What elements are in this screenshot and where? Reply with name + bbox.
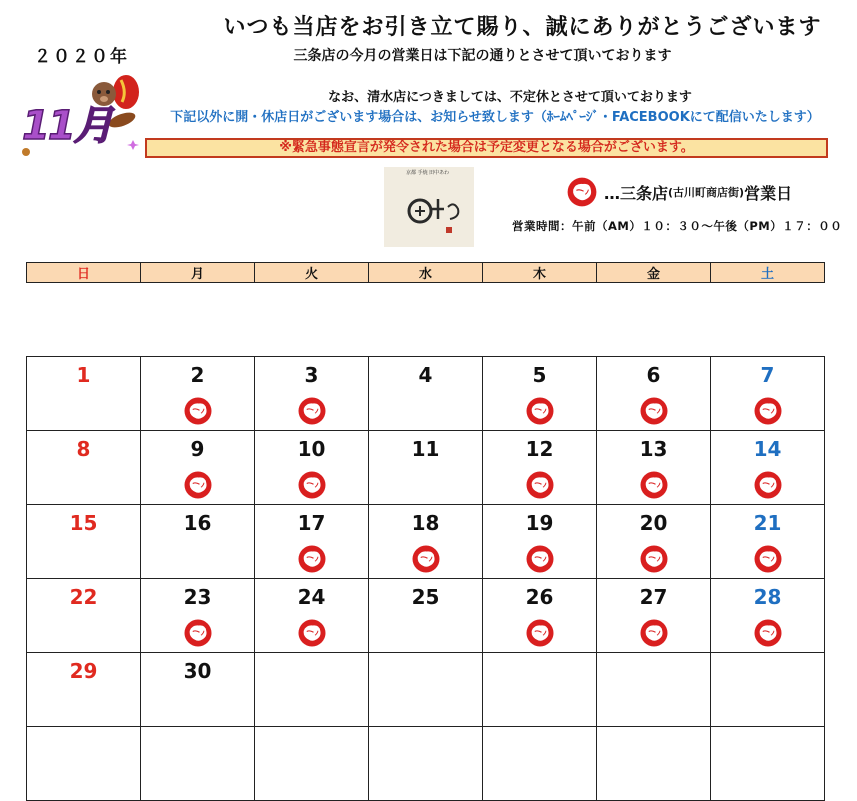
open-day-stamp-icon xyxy=(297,618,327,648)
day-number: 15 xyxy=(69,511,98,535)
open-day-stamp-icon xyxy=(297,396,327,426)
day-number xyxy=(483,732,596,758)
calendar-day-cell xyxy=(597,727,711,801)
day-number: 24 xyxy=(297,585,326,609)
day-number: 12 xyxy=(525,437,554,461)
day-number: 2 xyxy=(190,363,205,387)
open-day-stamp-icon xyxy=(297,470,327,500)
day-number: 23 xyxy=(183,585,212,609)
calendar-day-cell xyxy=(369,727,483,801)
calendar-day-cell xyxy=(597,357,711,431)
weekday-wed: 水 xyxy=(369,263,483,283)
calendar-table xyxy=(26,262,825,801)
weekday-mon: 月 xyxy=(141,263,255,283)
calendar-day-cell xyxy=(711,579,825,653)
calendar-day-cell xyxy=(711,653,825,727)
calendar-day-cell xyxy=(27,431,141,505)
day-number xyxy=(27,732,140,758)
calendar-day-cell xyxy=(711,357,825,431)
day-number: 5 xyxy=(532,363,547,387)
open-day-stamp-icon xyxy=(753,544,783,574)
open-day-stamp-icon xyxy=(525,396,555,426)
calendar-day-cell xyxy=(141,727,255,801)
day-number xyxy=(597,732,710,758)
calendar-day-cell xyxy=(141,505,255,579)
day-number: 30 xyxy=(183,659,212,683)
shop-logo-icon xyxy=(384,167,474,247)
open-day-stamp-icon xyxy=(753,618,783,648)
calendar-day-cell xyxy=(483,357,597,431)
legend-location: (古川町商店街) xyxy=(668,186,745,199)
calendar-day-cell xyxy=(141,431,255,505)
open-day-stamp-icon xyxy=(183,618,213,648)
day-number: 7 xyxy=(760,363,775,387)
weekday-sun: 日 xyxy=(27,263,141,283)
weekday-thu: 木 xyxy=(483,263,597,283)
calendar-day-cell xyxy=(483,505,597,579)
header-gap xyxy=(27,283,825,357)
calendar-day-cell xyxy=(369,653,483,727)
day-number: 13 xyxy=(639,437,668,461)
day-number xyxy=(597,658,710,684)
open-day-stamp-icon xyxy=(753,470,783,500)
calendar-week-row xyxy=(27,579,825,653)
weekday-fri: 金 xyxy=(597,263,711,283)
open-day-stamp-icon xyxy=(525,470,555,500)
day-number: 8 xyxy=(76,437,91,461)
day-number: 18 xyxy=(411,511,440,535)
day-number: 19 xyxy=(525,511,554,535)
calendar-day-cell xyxy=(27,357,141,431)
weekday-tue: 火 xyxy=(255,263,369,283)
calendar-day-cell xyxy=(141,357,255,431)
open-day-stamp-icon xyxy=(411,544,441,574)
open-day-stamp-icon xyxy=(297,544,327,574)
day-number: 29 xyxy=(69,659,98,683)
calendar-day-cell xyxy=(711,727,825,801)
day-number xyxy=(255,732,368,758)
weekday-sat: 土 xyxy=(711,263,825,283)
day-number: 26 xyxy=(525,585,554,609)
emergency-warning: ※緊急事態宣言が発令された場合は予定変更となる場合がございます。 xyxy=(145,138,828,158)
calendar-day-cell xyxy=(255,431,369,505)
calendar-day-cell xyxy=(255,727,369,801)
shimizu-note: なお、清水店につきましては、不定休とさせて頂いております xyxy=(328,90,692,105)
calendar-day-cell xyxy=(141,653,255,727)
legend xyxy=(566,176,792,208)
day-number: 1 xyxy=(76,363,91,387)
calendar-day-cell xyxy=(369,431,483,505)
page-title: いつも当店をお引き立て賜り、誠にありがとうございます xyxy=(223,15,822,40)
calendar-day-cell xyxy=(483,431,597,505)
calendar-body xyxy=(27,357,825,801)
calendar-week-row xyxy=(27,357,825,431)
calendar-day-cell xyxy=(369,505,483,579)
calendar-day-cell xyxy=(255,653,369,727)
calendar-day-cell xyxy=(27,505,141,579)
open-day-stamp-icon xyxy=(525,618,555,648)
day-number: 22 xyxy=(69,585,98,609)
day-number: 17 xyxy=(297,511,326,535)
shop-logo-text: 京都 手焼 田中あわ xyxy=(406,170,450,176)
calendar-day-cell xyxy=(597,505,711,579)
day-number: 11 xyxy=(411,437,440,461)
open-day-stamp-icon xyxy=(566,176,598,208)
day-number: 4 xyxy=(418,363,433,387)
legend-label: …三条店 xyxy=(604,183,669,203)
day-number: 27 xyxy=(639,585,668,609)
calendar-day-cell xyxy=(27,579,141,653)
page-subtitle: 三条店の今月の営業日は下記の通りとさせて頂いております xyxy=(293,48,672,64)
day-number: 14 xyxy=(753,437,782,461)
day-number: 20 xyxy=(639,511,668,535)
day-number xyxy=(711,658,824,684)
open-day-stamp-icon xyxy=(639,470,669,500)
calendar-day-cell xyxy=(27,727,141,801)
calendar-week-row xyxy=(27,653,825,727)
calendar-week-row xyxy=(27,431,825,505)
calendar-day-cell xyxy=(369,357,483,431)
legend-suffix: 営業日 xyxy=(744,183,793,203)
open-day-stamp-icon xyxy=(183,470,213,500)
calendar-week-row xyxy=(27,505,825,579)
calendar-day-cell xyxy=(597,431,711,505)
calendar-day-cell xyxy=(483,653,597,727)
day-number xyxy=(141,732,254,758)
month-badge xyxy=(18,70,140,160)
calendar-day-cell xyxy=(483,727,597,801)
open-day-stamp-icon xyxy=(639,396,669,426)
calendar-day-cell xyxy=(27,653,141,727)
day-number: 6 xyxy=(646,363,661,387)
calendar-day-cell xyxy=(369,579,483,653)
day-number: 10 xyxy=(297,437,326,461)
calendar-day-cell xyxy=(141,579,255,653)
calendar-day-cell xyxy=(483,579,597,653)
day-number xyxy=(369,658,482,684)
notice-note: 下記以外に開・休店日がございます場合は、お知らせ致します（ﾎｰﾑﾍﾟｰｼﾞ・FACEBOOKにて配信いたします） xyxy=(170,110,820,125)
calendar-day-cell xyxy=(255,505,369,579)
day-number xyxy=(369,732,482,758)
day-number xyxy=(483,658,596,684)
calendar-day-cell xyxy=(711,505,825,579)
business-hours: 営業時間：午前（AM）１０：３０～午後（PM）１７：００ xyxy=(512,219,843,233)
year-label: ２０２０年 xyxy=(34,47,129,67)
calendar-day-cell xyxy=(597,653,711,727)
month-text: 11月 xyxy=(22,103,112,149)
day-number: 25 xyxy=(411,585,440,609)
open-day-stamp-icon xyxy=(753,396,783,426)
day-number: 9 xyxy=(190,437,205,461)
open-day-stamp-icon xyxy=(525,544,555,574)
day-number: 28 xyxy=(753,585,782,609)
calendar-day-cell xyxy=(255,579,369,653)
calendar-day-cell xyxy=(255,357,369,431)
weekday-header-row xyxy=(27,263,825,283)
day-number: 3 xyxy=(304,363,319,387)
open-day-stamp-icon xyxy=(639,544,669,574)
day-number: 21 xyxy=(753,511,782,535)
day-number: 16 xyxy=(183,511,212,535)
open-day-stamp-icon xyxy=(639,618,669,648)
open-day-stamp-icon xyxy=(183,396,213,426)
calendar-day-cell xyxy=(597,579,711,653)
day-number xyxy=(711,732,824,758)
calendar-week-row xyxy=(27,727,825,801)
day-number xyxy=(255,658,368,684)
calendar-day-cell xyxy=(711,431,825,505)
shop-logo xyxy=(384,167,474,247)
